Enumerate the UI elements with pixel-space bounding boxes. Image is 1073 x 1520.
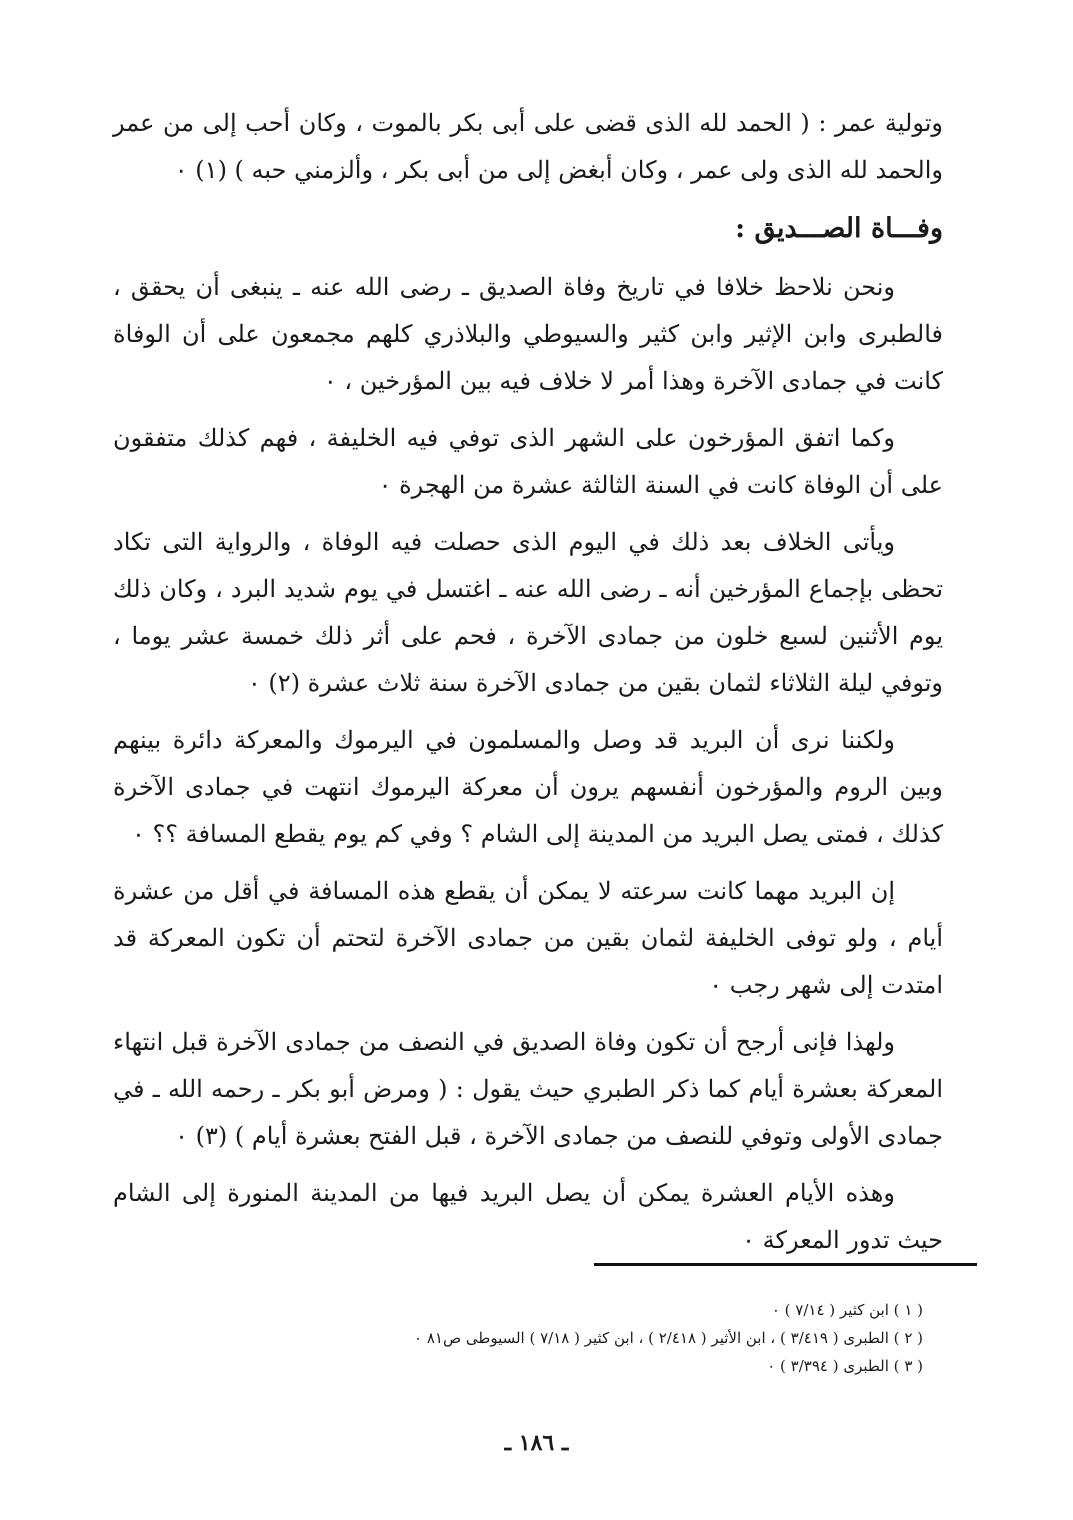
paragraph: وتولية عمر : ( الحمد لله الذى قضى على أبى بكر بالموت ، وكان أحب إلى من عمر والحمد لله الذى ولى عمر ، وكان أبغض إلى من أبى بكر ، وألزمني حبه ) (١) ٠ [113,109,943,184]
paragraph: ولكننا نرى أن البريد قد وصل والمسلمون في اليرموك والمعركة دائرة بينهم وبين الروم والمؤرخون أنفسهم يرون أن معركة اليرموك انتهت في جمادى الآخرة كذلك ، فمتى يصل البريد من المدينة إلى الشام ؟ وفي كم يوم يقطع المسافة ؟؟ ٠ [113,726,943,848]
footnote: ( ٢ ) الطبرى ( ٣/٤١٩ ) ، ابن الأثير ( ٢/٤١٨ ) ، ابن كثير ( ٧/١٨ ) السيوطى ص٨١ ٠ [414,1329,923,1347]
footnote: ( ١ ) ابن كثير ( ٧/١٤ ) ٠ [771,1301,923,1319]
footnote: ( ٣ ) الطبرى ( ٣/٣٩٤ ) ٠ [767,1357,923,1375]
page-number: ـ ١٨٦ ـ [504,1430,569,1456]
section-heading: وفـــاة الصـــديق : [735,213,943,244]
footnote-divider [594,1263,977,1266]
paragraph: ولهذا فإنى أرجح أن تكون وفاة الصديق في النصف من جمادى الآخرة قبل انتهاء المعركة بعشرة أيام كما ذكر الطبري حيث يقول : ( ومرض أبو بكر ـ رحمه الله ـ في جمادى الأولى وتوفي للنصف من جمادى الآخرة ، قبل الفتح بعشرة أيام ) (٣) ٠ [113,1028,943,1150]
paragraph: وهذه الأيام العشرة يمكن أن يصل البريد فيها من المدينة المنورة إلى الشام حيث تدور المعركة ٠ [113,1179,943,1254]
paragraph: ونحن نلاحظ خلافا في تاريخ وفاة الصديق ـ رضى الله عنه ـ ينبغى أن يحقق ، فالطبرى وابن الإثير وابن كثير والسيوطي والبلاذري كلهم مجمعون على أن الوفاة كانت في جمادى الآخرة وهذا أمر لا خلاف فيه بين المؤرخين ، ٠ [113,273,943,395]
footnotes [223,1296,923,1380]
paragraph: إن البريد مهما كانت سرعته لا يمكن أن يقطع هذه المسافة في أقل من عشرة أيام ، ولو توفى الخليفة لثمان بقين من جمادى الآخرة لتحتم أن تكون المعركة قد امتدت إلى شهر رجب ٠ [113,877,943,999]
paragraph: وكما اتفق المؤرخون على الشهر الذى توفي فيه الخليفة ، فهم كذلك متفقون على أن الوفاة كانت في السنة الثالثة عشرة من الهجرة ٠ [113,424,943,499]
paragraph: ويأتى الخلاف بعد ذلك في اليوم الذى حصلت فيه الوفاة ، والرواية التى تكاد تحظى بإجماع المؤرخين أنه ـ رضى الله عنه ـ اغتسل في يوم شديد البرد ، وكان ذلك يوم الأثنين لسبع خلون من جمادى الآخرة ، فحم على أثر ذلك خمسة عشر يوما ، وتوفي ليلة الثلاثاء لثمان بقين من جمادى الآخرة سنة ثلاث عشرة (٢) ٠ [113,528,943,697]
body-text [113,100,943,1274]
